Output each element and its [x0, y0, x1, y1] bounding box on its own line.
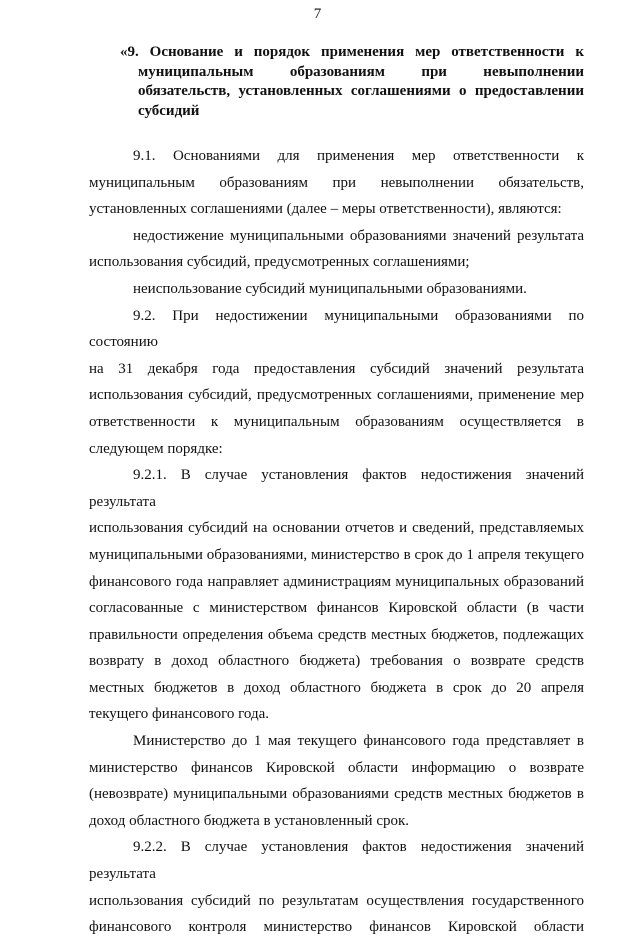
text-line: недостижение муниципальными образованиями значений результата — [133, 227, 584, 244]
list-item-undersachievement — [89, 223, 584, 276]
paragraph-9-2-1 — [89, 462, 584, 728]
heading-line: субсидий — [138, 102, 200, 119]
text-line: местных бюджетов в доход областного бюджета в срок до 20 апреля — [89, 679, 584, 696]
heading-line: обязательств, установленных соглашениями о предоставлении — [138, 83, 584, 99]
text-line: 9.2.1. В случае установления фактов недостижения значений результата — [89, 467, 584, 510]
text-line: министерство финансов Кировской области информацию о возврате — [89, 759, 584, 776]
text-line: 9.2. При недостижении муниципальными образованиями по состоянию — [89, 307, 584, 351]
text-line: на 31 декабря года предоставления субсидий значений результата — [89, 360, 584, 377]
text-line: муниципальными образованиями, министерство в срок до 1 апреля текущего — [89, 546, 584, 563]
text-line: использования субсидий по результатам осуществления государственного — [89, 892, 584, 909]
text-line: следующем порядке: — [89, 440, 223, 457]
text-line: использования субсидий, предусмотренных соглашениями; — [89, 254, 470, 271]
heading-line: муниципальным образованиям при невыполнении — [138, 63, 584, 80]
text-line: 9.1. Основаниями для применения мер ответственности к — [133, 148, 584, 164]
text-line: неиспользование субсидий муниципальными образованиями. — [133, 280, 527, 297]
paragraph-9-2 — [89, 303, 584, 463]
heading-line: «9. Основание и порядок применения мер ответственности к — [120, 44, 584, 60]
text-line: использования субсидий, предусмотренных соглашениями, применение мер — [89, 387, 584, 404]
text-line: использования субсидий на основании отчетов и сведений, представляемых — [89, 520, 584, 537]
text-line: финансового контроля министерство финансов Кировской области — [89, 919, 584, 936]
text-line: установленных соглашениями (далее – меры ответственности), являются: — [89, 201, 562, 218]
text-line: доход областного бюджета в установленный срок. — [89, 812, 410, 829]
text-line: финансового года направляет администрациям муниципальных образований — [89, 573, 584, 590]
page-number: 7 — [313, 6, 322, 22]
paragraph-9-2-2 — [89, 834, 584, 940]
paragraph-9-1 — [89, 143, 584, 223]
text-line: 9.2.2. В случае установления фактов недостижения значений результата — [89, 839, 584, 883]
list-item-nonuse — [89, 276, 584, 303]
section-heading — [120, 43, 584, 121]
text-line: правильности определения объема средств местных бюджетов, подлежащих — [89, 626, 584, 643]
text-line: возврату в доход областного бюджета) требования о возврате средств — [89, 653, 584, 670]
text-line: текущего финансового года. — [89, 706, 270, 723]
text-line: согласованные с министерством финансов Кировской области (в части — [89, 600, 584, 617]
text-line: ответственности к муниципальным образованиям осуществляется в — [89, 413, 584, 430]
paragraph-ministry-report — [89, 728, 584, 834]
heading-number: «9. — [120, 44, 139, 60]
document-body — [89, 143, 584, 941]
text-line: (невозврате) муниципальными образованиями средств местных бюджетов в — [89, 786, 584, 803]
text-line: Министерство до 1 мая текущего финансового года представляет в — [133, 733, 584, 750]
text-line: муниципальным образованиям при невыполнении обязательств, — [89, 174, 584, 191]
